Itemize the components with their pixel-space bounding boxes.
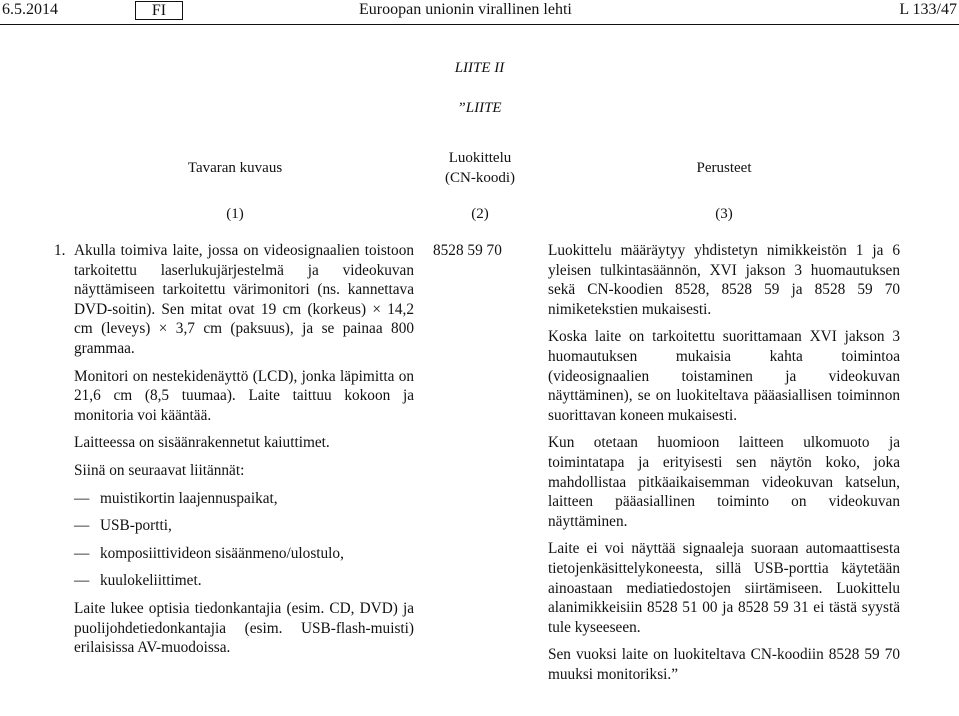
connector-list-item-text: kuulokeliittimet. (100, 572, 202, 590)
reasons-paragraph-5: Sen vuoksi laite on luokiteltava CN-koodiin 8528 59 70 muuksi monitoriksi.” (548, 646, 900, 683)
column-number-2: (2) (471, 206, 489, 222)
header-rule (0, 24, 959, 25)
annex-title: LIITE II (454, 60, 505, 76)
connector-list-item (74, 571, 414, 591)
description-paragraph-2: Monitori on nestekidenäyttö (LCD), jonka läpimitta on 21,6 cm (8,5 tuumaa). Laite taittuu kokoon ja monitoria voi kääntää. (74, 367, 414, 424)
description-paragraph-4: Siinä on seuraavat liitännät: (74, 461, 245, 479)
column-heading-reasons: Perusteet (696, 160, 752, 176)
column-number-3: (3) (715, 206, 733, 222)
reasons-column (548, 241, 900, 684)
cn-code: 8528 59 70 (433, 242, 502, 259)
column-heading-description: Tavaran kuvaus (187, 160, 283, 176)
dash-marker: — (74, 544, 90, 562)
column-heading-classification-line2: (CN-koodi) (445, 170, 515, 186)
column-heading-classification (405, 148, 555, 188)
connector-list-item (74, 544, 414, 564)
journal-title: Euroopan unionin virallinen lehti (359, 1, 572, 18)
connector-list-item (74, 489, 414, 509)
reasons-paragraph-4: Laite ei voi näyttää signaaleja suoraan automaattisesta tietojenkäsittelykoneesta, sillä USB-porttia käytetään ainoastaan mediatiedostojen siirtämiseen. Luokittelu alanimikkeisiin 8528 51 00 ja 8528 59 31 ei tästä syystä tule kyseeseen. (548, 540, 900, 636)
dash-marker: — (74, 517, 90, 535)
column-number-1: (1) (226, 206, 244, 222)
page-reference: L 133/47 (899, 1, 957, 18)
dash-marker: — (74, 489, 90, 507)
connector-list-item-text: USB-portti, (100, 517, 172, 535)
description-column (54, 241, 414, 658)
dash-marker: — (74, 572, 90, 590)
connector-list-item-text: muistikortin laajennuspaikat, (100, 489, 278, 507)
publication-date: 6.5.2014 (2, 1, 58, 18)
reasons-paragraph-3: Kun otetaan huomioon laitteen ulkomuoto ja toimintatapa ja erityisesti sen näytön koko, joka mahdollistaa pitkäaikaisemman videokuvan katselun, laitteen pääasiallinen toiminto on videokuvan näyttäminen. (548, 434, 900, 530)
description-paragraph-5: Laite lukee optisia tiedonkantajia (esim. CD, DVD) ja puolijohdetiedonkantajia (esim. USB-flash-muisti) erilaisissa AV-muodoissa. (74, 599, 414, 657)
connector-list-item (74, 516, 414, 536)
reasons-paragraph-2: Koska laite on tarkoitettu suorittamaan XVI jakson 3 huomautuksen mukaisia kahta toimintoa (videosignaalien toistaminen ja videokuvan näyttäminen), se on luokiteltava pääasiallisen toiminnon suorittavan koneen mukaisesti. (548, 328, 900, 424)
row-number: 1. (54, 242, 66, 259)
description-paragraph-1: Akulla toimiva laite, jossa on videosignaalien toistoon tarkoitettu laserlukujärjestelmä ja videokuvan näyttämiseen tarkoitettu värimonitori (ns. kannettava DVD-soitin). Sen mitat ovat 19 cm (korkeus) × 14,2 cm (leveys) × 3,7 cm (paksuus), ja se painaa 800 grammaa. (74, 242, 414, 357)
language-badge: FI (135, 1, 183, 20)
annex-subtitle: ”LIITE (457, 100, 502, 116)
connector-list-item-text: komposiittivideon sisäänmeno/ulostulo, (100, 544, 344, 562)
description-paragraph-3: Laitteessa on sisäänrakennetut kaiuttimet. (74, 434, 330, 452)
reasons-paragraph-1: Luokittelu määräytyy yhdistetyn nimikkeistön 1 ja 6 yleisen tulkintasäännön, XVI jakson 3 huomautuksen sekä CN-koodien 8528, 8528 59 ja 8528 59 70 nimiketekstien mukaisesti. (548, 242, 900, 318)
column-heading-classification-line1: Luokittelu (448, 150, 512, 166)
